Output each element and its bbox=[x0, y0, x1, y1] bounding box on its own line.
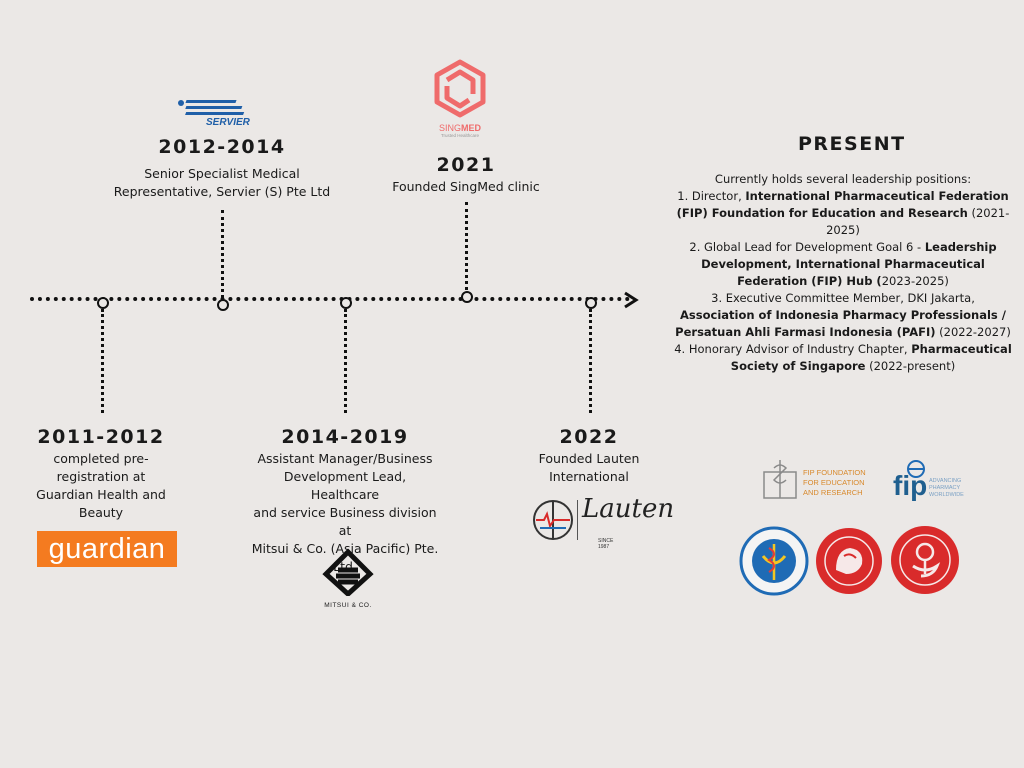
desc-line: International bbox=[549, 469, 629, 484]
item-suffix: (2022-2027) bbox=[935, 325, 1011, 339]
desc-line: completed pre- bbox=[53, 451, 149, 466]
fip-foundation-wordmark bbox=[803, 468, 893, 498]
connector-2011 bbox=[101, 309, 104, 413]
fip-foundation-line: FIP FOUNDATION bbox=[803, 468, 866, 477]
desc-line: Representative, Servier (S) Pte Ltd bbox=[113, 184, 331, 199]
node-2014 bbox=[340, 297, 352, 309]
item-title: Leadership Development, International Pharmaceutical Federation (FIP) Hub ( bbox=[701, 240, 997, 288]
fip-tagline-line: WORLDWIDE bbox=[929, 492, 964, 498]
pss-seal-icon bbox=[889, 524, 961, 596]
desc-line: Assistant Manager/Business bbox=[257, 451, 433, 466]
fip-foundation-logo bbox=[760, 458, 866, 507]
milestone-desc bbox=[370, 178, 562, 196]
fip-foundation-emblem-icon bbox=[760, 458, 800, 502]
fip-tagline-line: ADVANCING bbox=[929, 478, 962, 484]
connector-2021 bbox=[465, 202, 468, 290]
item-prefix: 1. Director, bbox=[677, 189, 746, 203]
present-item-3 bbox=[674, 290, 1012, 341]
singmed-wordmark bbox=[426, 123, 494, 133]
fip-tagline-line: PHARMACY bbox=[929, 485, 961, 491]
timeline-axis bbox=[30, 297, 630, 301]
item-title: International Pharmaceutical Federation (FIP) Foundation for Education and Research bbox=[676, 189, 1009, 220]
desc-line: Ltd. bbox=[333, 559, 357, 574]
arrow-head-icon bbox=[622, 291, 642, 309]
milestone-2021 bbox=[370, 154, 562, 196]
desc-line: Senior Specialist Medical bbox=[144, 166, 300, 181]
desc-line: Guardian Health and bbox=[36, 487, 166, 502]
desc-line: and service Business division at bbox=[253, 505, 437, 538]
milestone-year: 2011-2012 bbox=[37, 426, 165, 448]
milestone-year: 2021 bbox=[436, 154, 496, 176]
item-suffix: 2023-2025) bbox=[881, 274, 949, 288]
node-2012 bbox=[217, 299, 229, 311]
item-suffix: (2022-present) bbox=[865, 359, 956, 373]
desc-line: Mitsui & Co. (Asia Pacific) Pte. bbox=[251, 541, 439, 556]
singmed-logo bbox=[426, 58, 494, 138]
item-prefix: 2. Global Lead for Development Goal 6 - bbox=[689, 240, 925, 254]
desc-line: Founded Lauten bbox=[538, 451, 640, 466]
item-prefix: 3. Executive Committee Member, DKI Jakarta, bbox=[711, 291, 975, 305]
item-suffix: (2021-2025) bbox=[826, 206, 1010, 237]
fip-foundation-line: FOR EDUCATION bbox=[803, 478, 865, 487]
servier-wordmark: SERVIER bbox=[206, 117, 250, 128]
mitsui-diamond-icon bbox=[322, 548, 374, 596]
lauten-logo bbox=[532, 494, 675, 550]
present-item-2 bbox=[674, 239, 1012, 290]
singmed-wordmark-a: SING bbox=[438, 123, 461, 133]
present-intro: Currently holds several leadership positions: bbox=[714, 172, 972, 186]
singmed-knot-icon bbox=[429, 58, 491, 120]
lauten-divider bbox=[577, 500, 578, 540]
present-item-1 bbox=[674, 188, 1012, 239]
node-2021 bbox=[461, 291, 473, 303]
milestone-year: 2012-2014 bbox=[158, 136, 286, 158]
mitsui-logo bbox=[320, 548, 376, 609]
desc-line: Beauty bbox=[78, 505, 124, 520]
milestone-2022 bbox=[523, 426, 655, 486]
item-prefix: 4. Honorary Advisor of Industry Chapter, bbox=[674, 342, 912, 356]
singmed-wordmark-b: MED bbox=[461, 123, 481, 133]
desc-line: registration at bbox=[56, 469, 146, 484]
milestone-year: 2014-2019 bbox=[281, 426, 409, 448]
lauten-since: SINCE 1987 bbox=[598, 538, 614, 550]
mitsui-wordmark: MITSUI & CO. bbox=[324, 602, 372, 609]
milestone-desc bbox=[100, 165, 344, 201]
lauten-wordmark: Lauten bbox=[582, 494, 675, 524]
desc-line: Development Lead, Healthcare bbox=[283, 469, 407, 502]
servier-logo bbox=[176, 96, 260, 135]
milestone-2011 bbox=[20, 426, 182, 522]
lauten-emblem-icon bbox=[532, 498, 576, 542]
present-list bbox=[674, 171, 1012, 375]
singmed-tagline: Trusted Healthcare bbox=[440, 133, 480, 138]
milestone-2012 bbox=[100, 136, 344, 201]
fip-tagline bbox=[929, 478, 979, 499]
milestone-desc bbox=[20, 450, 182, 522]
desc-line: Founded SingMed clinic bbox=[392, 179, 540, 194]
guardian-logo: guardian bbox=[37, 531, 177, 567]
fip-wordmark: fip bbox=[893, 470, 928, 501]
item-title: Pharmaceutical Society of Singapore bbox=[730, 342, 1012, 373]
item-title: Association of Indonesia Pharmacy Professionals / Persatuan Ahli Farmasi Indonesia (PAFI) bbox=[675, 308, 1006, 339]
node-2022 bbox=[585, 297, 597, 309]
node-2011 bbox=[97, 297, 109, 309]
fip-foundation-line: AND RESEARCH bbox=[803, 488, 863, 497]
milestone-year: 2022 bbox=[559, 426, 619, 448]
present-item-4 bbox=[674, 341, 1012, 375]
chamber-seal-icon bbox=[814, 526, 884, 596]
connector-2012 bbox=[221, 210, 224, 298]
connector-2014 bbox=[344, 309, 347, 413]
connector-2022 bbox=[589, 309, 592, 413]
pafi-seal-icon bbox=[739, 526, 809, 596]
milestone-desc bbox=[523, 450, 655, 486]
present-title: PRESENT bbox=[798, 133, 906, 155]
